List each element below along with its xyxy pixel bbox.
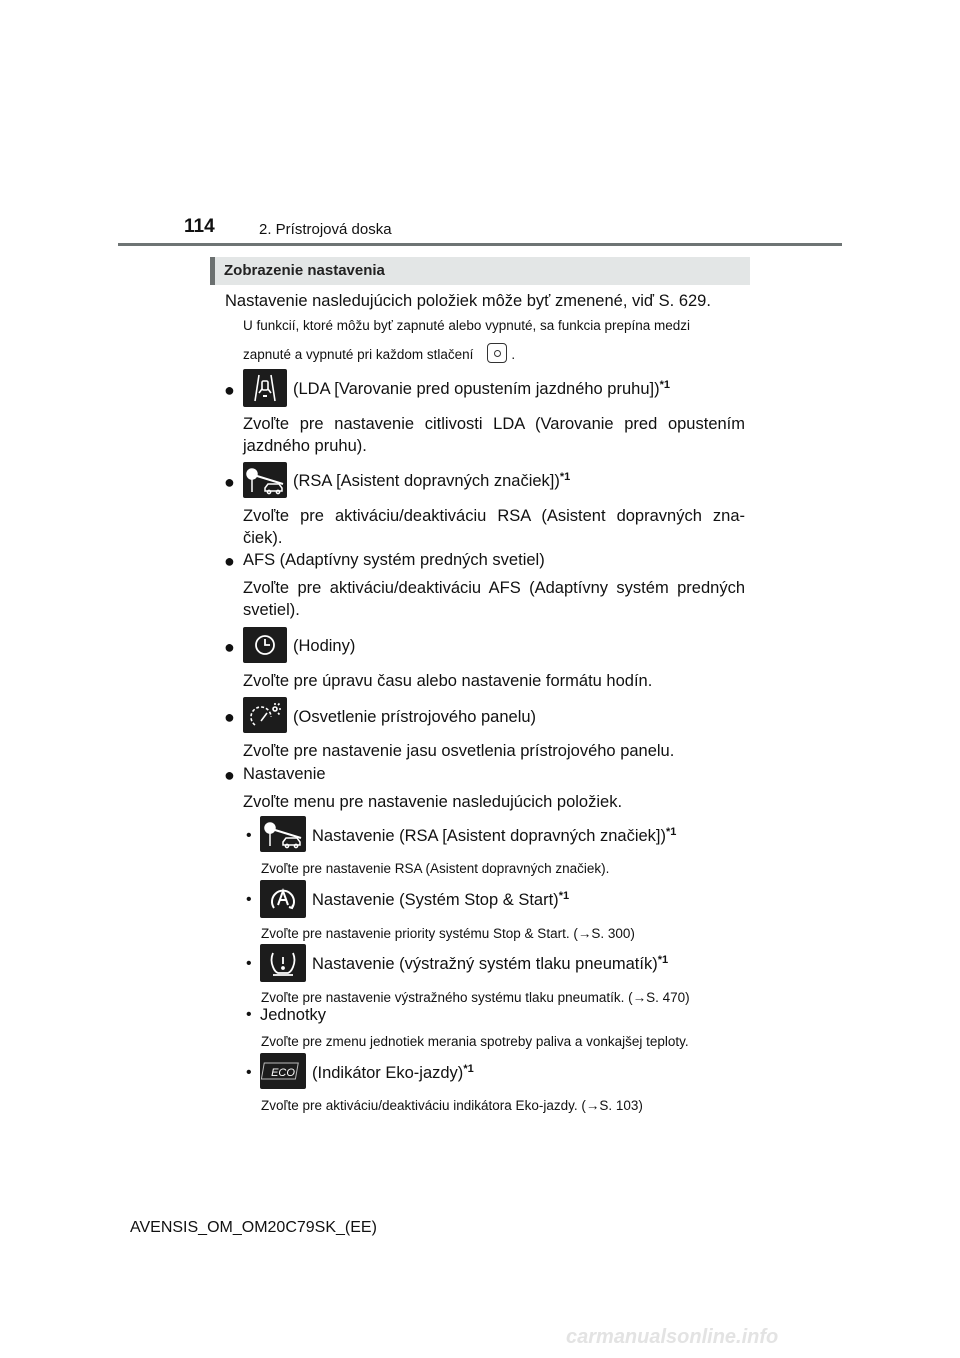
rsa-label-text: (RSA [Asistent dopravných značiek]) (293, 472, 560, 490)
settings-description: Zvoľte menu pre nastavenie nasledujúcich položiek. (243, 793, 623, 811)
section-heading (210, 257, 750, 285)
intro-note-2 (243, 343, 515, 364)
intro-note-2-text: zapnuté a vypnuté pri každom stlačení (243, 347, 474, 362)
bullet: ● (224, 380, 235, 400)
intro-note-1: U funkcií, ktoré môžu byť zapnuté alebo vypnuté, sa funkcia prepína medzi (243, 318, 691, 333)
intro-note-2-end: . (511, 347, 516, 362)
footnote-marker: *1 (559, 471, 571, 483)
bullet: ● (224, 472, 235, 492)
sub-tpws-description: Zvoľte pre nastavenie výstražného systému tlaku pneumatík. (→S. 470) (261, 990, 690, 1005)
lda-description: Zvoľte pre nastavenie citlivosti LDA (Varovanie pred opustením jazdného pruhu). (243, 415, 745, 455)
sub-rsa-label-text: Nastavenie (RSA [Asistent dopravných značiek]) (312, 827, 667, 845)
sub-tpws-label-text: Nastavenie (výstražný systém tlaku pneumatík) (312, 955, 658, 973)
tire-pressure-icon (260, 944, 306, 982)
intro-line: Nastavenie nasledujúcich položiek môže byť zmenené, viď S. 629. (225, 292, 711, 310)
footnote-marker: *1 (558, 890, 570, 902)
clock-description: Zvoľte pre úpravu času alebo nastavenie formátu hodín. (243, 672, 653, 690)
header-rule (118, 243, 842, 246)
stop-start-icon (260, 880, 306, 918)
bullet: ● (224, 637, 235, 657)
bullet: ● (224, 551, 235, 571)
section-heading-bar (210, 257, 215, 285)
sub-units-description: Zvoľte pre zmenu jednotiek merania spotreby paliva a vonkajšej teploty. (261, 1034, 689, 1049)
lda-label (293, 378, 670, 400)
sub-stopstart-label (312, 889, 569, 911)
rsa-label (293, 470, 570, 492)
sub-rsa-label (312, 825, 676, 847)
sub-tpws-label (312, 953, 668, 975)
panel-description: Zvoľte pre nastavenie jasu osvetlenia prístrojového panelu. (243, 742, 675, 760)
sub-eco-label (312, 1062, 474, 1084)
sub-bullet: • (246, 1064, 252, 1081)
sub-bullet: • (246, 827, 252, 844)
clock-icon (243, 627, 287, 663)
footnote-marker: *1 (463, 1063, 474, 1075)
sub-units-label: Jednotky (260, 1006, 327, 1024)
lane-departure-icon (243, 369, 287, 407)
sub-stopstart-label-text: Nastavenie (Systém Stop & Start) (312, 891, 559, 909)
select-button-icon (487, 343, 507, 363)
panel-brightness-icon (243, 697, 287, 733)
road-sign-assist-icon (260, 816, 306, 852)
sub-eco-description: Zvoľte pre aktiváciu/deaktiváciu indikátora Eko-jazdy. (→S. 103) (261, 1098, 643, 1113)
page-number: 114 (184, 216, 215, 237)
footnote-marker: *1 (666, 826, 677, 838)
sub-eco-label-text: (Indikátor Eko-jazdy) (312, 1064, 464, 1082)
afs-description: Zvoľte pre aktiváciu/deaktiváciu AFS (Adaptívny systém predných svetiel). (243, 579, 745, 619)
footnote-marker: *1 (657, 954, 669, 966)
sub-bullet: • (246, 955, 252, 972)
sub-rsa-description: Zvoľte pre nastavenie RSA (Asistent dopravných značiek). (261, 861, 610, 876)
sub-bullet: • (246, 891, 252, 908)
watermark: carmanualsonline.info (566, 1326, 779, 1348)
bullet: ● (224, 765, 235, 785)
bullet: ● (224, 707, 235, 727)
road-sign-assist-icon (243, 462, 287, 498)
sub-stopstart-description: Zvoľte pre nastavenie priority systému Stop & Start. (→S. 300) (261, 926, 635, 941)
afs-label: AFS (Adaptívny systém predných svetiel) (243, 551, 545, 569)
panel-label: (Osvetlenie prístrojového panelu) (293, 708, 537, 726)
lda-label-text: (LDA [Varovanie pred opustením jazdného pruhu]) (293, 380, 660, 398)
document-code: AVENSIS_OM_OM20C79SK_(EE) (130, 1219, 377, 1236)
footnote-marker: *1 (659, 379, 670, 391)
sub-bullet: • (246, 1006, 252, 1023)
eco-icon-text: ECO (271, 1067, 295, 1079)
clock-label: (Hodiny) (293, 637, 356, 655)
section-heading-title: Zobrazenie nastavenia (224, 262, 385, 279)
rsa-description: Zvoľte pre aktiváciu/deaktiváciu RSA (Asistent dopravných zna-čiek). (243, 507, 745, 547)
settings-label: Nastavenie (243, 765, 326, 783)
eco-icon (260, 1053, 306, 1089)
chapter-title: 2. Prístrojová doska (259, 221, 392, 238)
